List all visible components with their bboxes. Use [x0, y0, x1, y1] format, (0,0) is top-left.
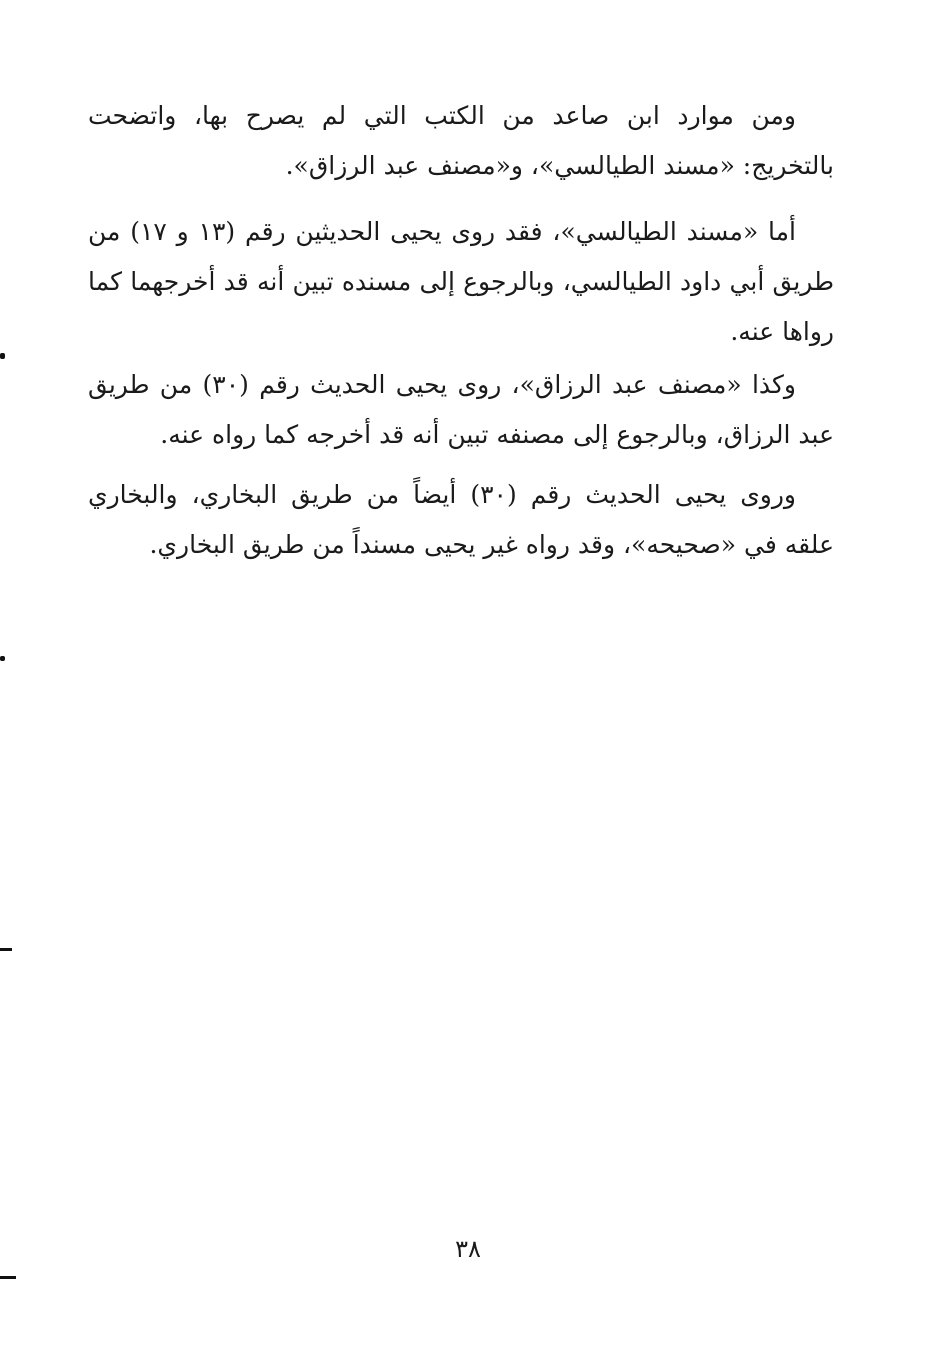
paragraph-musannaf-abdulrazzaq: وكذا «مصنف عبد الرزاق»، روى يحيى الحديث رقم (٣٠) من طريق عبد الرزاق، وبالرجوع إلى مصنفه تبين أنه قد أخرجه كما رواه عنه.: [88, 370, 834, 449]
margin-scan-mark: [0, 353, 5, 359]
margin-scan-mark: [0, 656, 5, 661]
paragraph-bukhari: وروى يحيى الحديث رقم (٣٠) أيضاً من طريق البخاري، والبخاري علقه في «صحيحه»، وقد رواه غير يحيى مسنداً من طريق البخاري.: [88, 480, 834, 559]
paragraph-sources-intro: ومن موارد ابن صاعد من الكتب التي لم يصرح بها، واتضحت بالتخريج: «مسند الطيالسي»، و«مصنف عبد الرزاق».: [88, 101, 834, 180]
page-number: ٣٨: [455, 1235, 481, 1263]
paragraph-musnad-tayalisi: أما «مسند الطيالسي»، فقد روى يحيى الحديثين رقم (١٣ و ١٧) من طريق أبي داود الطيالسي، وبالرجوع إلى مسنده تبين أنه قد أخرجهما كما رواها عنه.: [88, 217, 834, 346]
margin-scan-mark: [0, 948, 12, 951]
margin-scan-mark: [0, 1276, 16, 1279]
